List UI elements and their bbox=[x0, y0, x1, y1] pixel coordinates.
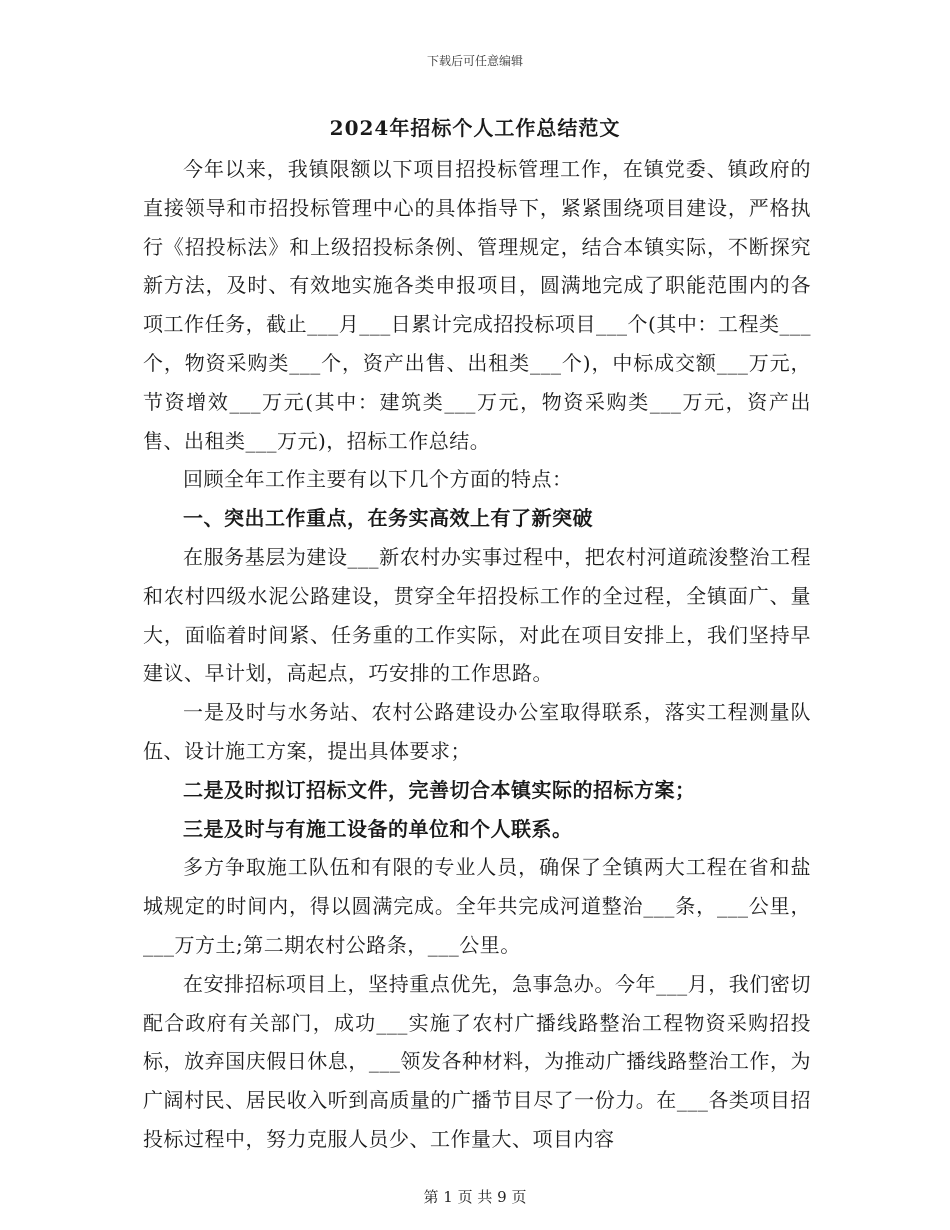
paragraph-review: 回顾全年工作主要有以下几个方面的特点： bbox=[183, 467, 573, 492]
page-number: 第 1 页 共 9 页 bbox=[423, 1188, 527, 1206]
section-heading-1: 一、突出工作重点，在务实高效上有了新突破 bbox=[183, 506, 593, 531]
document-body bbox=[143, 150, 811, 1159]
paragraph-point-1: 一是及时与水务站、农村公路建设办公室取得联系，落实工程测量队伍、设计施工方案，提出具体要求； bbox=[143, 700, 811, 763]
paragraph-service: 在服务基层为建设___新农村办实事过程中，把农村河道疏浚整治工程和农村四级水泥公路建设，贯穿全年招投标工作的全过程，全镇面广、量大，面临着时间紧、任务重的工作实际，对此在项目安排上，我们坚持早建议、早计划，高起点，巧安排的工作思路。 bbox=[143, 544, 811, 686]
paragraph-point-3: 三是及时与有施工设备的单位和个人联系。 bbox=[183, 816, 573, 841]
document-title: 2024年招标个人工作总结范文 bbox=[329, 116, 621, 140]
paragraph-point-2: 二是及时拟订招标文件，完善切合本镇实际的招标方案； bbox=[183, 777, 696, 802]
paragraph-intro: 今年以来，我镇限额以下项目招投标管理工作，在镇党委、镇政府的直接领导和市招投标管理中心的具体指导下，紧紧围绕项目建设，严格执行《招投标法》和上级招投标条例、管理规定，结合本镇实际，不断探究新方法，及时、有效地实施各类申报项目，圆满地完成了职能范围内的各项工作任务，截止___月___日累计完成招投标项目___个(其中：工程类___个，物资采购类___个，资产出售、出租类___个)，中标成交额___万元，节资增效___万元(其中：建筑类___万元，物资采购类___万元，资产出售、出租类___万元)，招标工作总结。 bbox=[143, 157, 811, 453]
paragraph-priority: 在安排招标项目上，坚持重点优先，急事急办。今年___月，我们密切配合政府有关部门，成功___实施了农村广播线路整治工程物资采购招投标，放弃国庆假日休息，___领发各种材料，为推动广播线路整治工作，为广阔村民、居民收入听到高质量的广播节目尽了一份力。在___各类项目招投标过程中，努力克服人员少、工作量大、项目内容 bbox=[143, 971, 811, 1151]
paragraph-construction: 多方争取施工队伍和有限的专业人员，确保了全镇两大工程在省和盐城规定的时间内，得以圆满完成。全年共完成河道整治___条，___公里，___万方土;第二期农村公路条，___公里。 bbox=[143, 855, 811, 957]
header-note: 下载后可任意编辑 bbox=[426, 54, 523, 68]
